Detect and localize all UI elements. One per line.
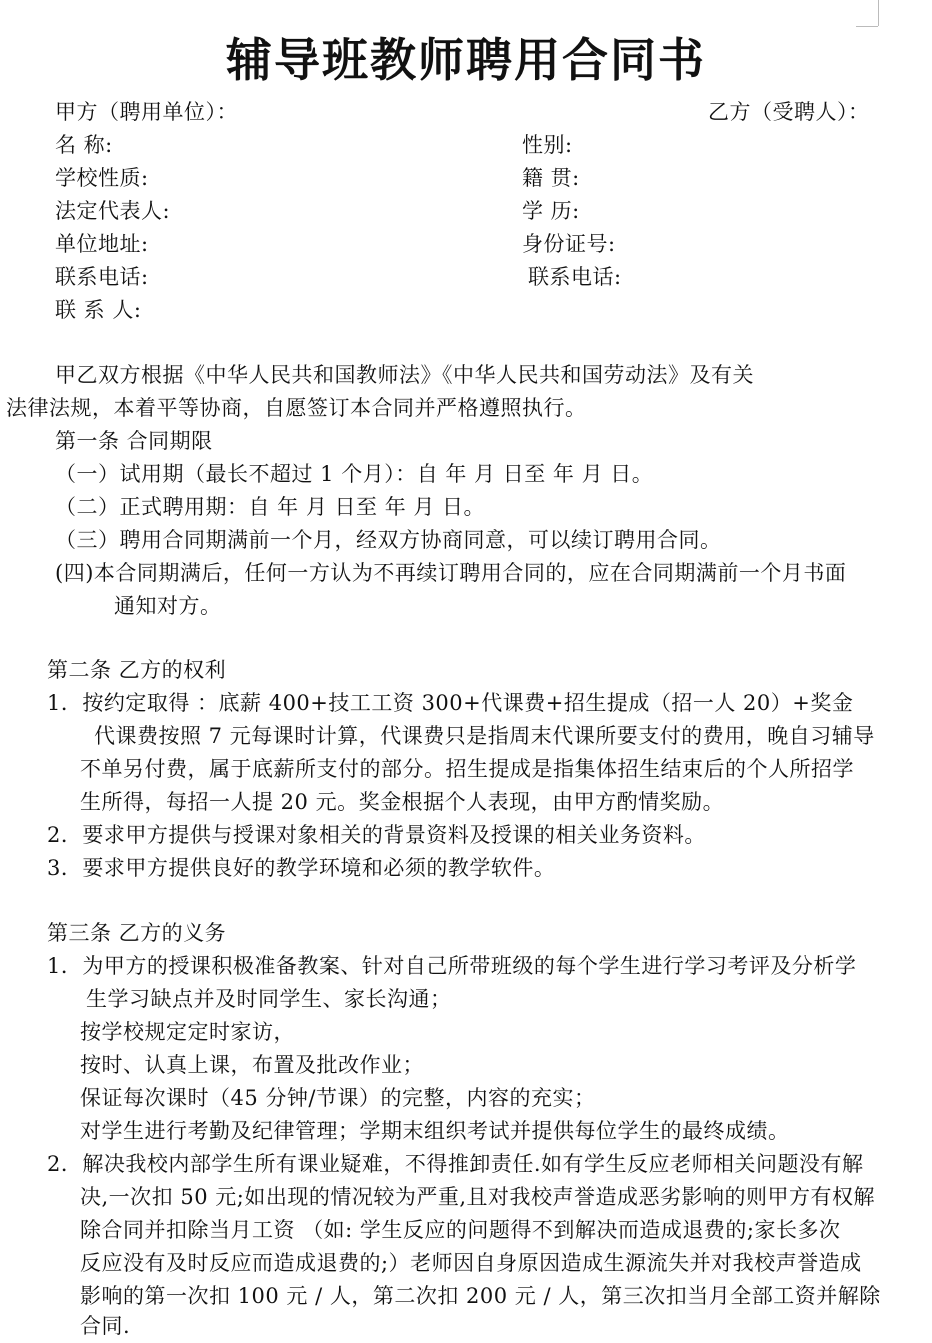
- article-1-item: 通知对方。: [114, 594, 222, 618]
- article-1-item: (四)本合同期满后，任何一方认为不再续订聘用合同的，应在合同期满前一个月书面: [55, 561, 847, 585]
- article-3-line: 反应没有及时反应而造成退费的;）老师因自身原因造成生源流失并对我校声誉造成: [80, 1251, 862, 1275]
- party-b-education-field: 学 历:: [522, 199, 580, 223]
- party-a-phone-field: 联系电话:: [55, 265, 149, 289]
- party-a-address-field: 单位地址:: [55, 232, 149, 256]
- article-3-line: 2．解决我校内部学生所有课业疑难，不得推卸责任.如有学生反应老师相关问题没有解: [47, 1152, 864, 1176]
- party-b-origin-field: 籍 贯:: [522, 166, 580, 190]
- article-1-item: （三）聘用合同期满前一个月，经双方协商同意，可以续订聘用合同。: [55, 528, 722, 552]
- party-b-heading: 乙方（受聘人）：: [708, 100, 870, 124]
- preamble-line: 法律法规，本着平等协商，自愿签订本合同并严格遵照执行。: [6, 396, 587, 420]
- page-corner-mark: [878, 0, 879, 26]
- article-2-line: 3．要求甲方提供良好的教学环境和必须的教学软件。: [47, 856, 556, 880]
- article-3-line: 1．为甲方的授课积极准备教案、针对自己所带班级的每个学生进行学习考评及分析学: [47, 954, 857, 978]
- party-b-gender-field: 性别:: [522, 133, 573, 157]
- party-b-id-field: 身份证号:: [522, 232, 616, 256]
- article-2-line: 代课费按照 7 元每课时计算，代课费只是指周末代课所要支付的费用，晚自习辅导: [94, 724, 875, 748]
- article-3-line: 除合同并扣除当月工资 （如: 学生反应的问题得不到解决而造成退费的;家长多次: [80, 1218, 841, 1242]
- article-1-item: （二）正式聘用期：自 年 月 日至 年 月 日。: [55, 495, 486, 519]
- party-a-name-field: 名 称:: [55, 133, 113, 157]
- article-3-line: 合同.: [80, 1314, 131, 1338]
- article-1-title: 第一条 合同期限: [55, 429, 213, 453]
- article-3-line: 影响的第一次扣 100 元 / 人，第二次扣 200 元 / 人，第三次扣当月全部工资并解除: [80, 1284, 881, 1308]
- page-corner-mark: [856, 26, 878, 27]
- party-b-phone-field: 联系电话:: [528, 265, 622, 289]
- article-3-line: 对学生进行考勤及纪律管理；学期末组织考试并提供每位学生的最终成绩。: [80, 1119, 790, 1143]
- article-3-line: 生学习缺点并及时同学生、家长沟通；: [86, 987, 452, 1011]
- article-3-title: 第三条 乙方的义务: [47, 921, 227, 945]
- article-2-line: 生所得，每招一人提 20 元。奖金根据个人表现，由甲方酌情奖励。: [80, 790, 725, 814]
- article-3-line: 按时、认真上课，布置及批改作业；: [80, 1053, 424, 1077]
- article-2-title: 第二条 乙方的权利: [47, 658, 227, 682]
- party-a-heading: 甲方（聘用单位）：: [55, 100, 238, 124]
- party-a-contact-field: 联 系 人:: [55, 298, 142, 322]
- article-2-line: 1．按约定取得 ：底薪 400+技工工资 300+代课费+招生提成（招一人 20）+奖金: [47, 691, 854, 715]
- article-3-line: 按学校规定定时家访，: [80, 1020, 295, 1044]
- article-1-item: （一）试用期（最长不超过 1 个月）：自 年 月 日至 年 月 日。: [55, 462, 654, 486]
- article-2-line: 2．要求甲方提供与授课对象相关的背景资料及授课的相关业务资料。: [47, 823, 706, 847]
- article-3-line: 保证每次课时（45 分钟/节课）的完整，内容的充实；: [80, 1086, 596, 1110]
- article-3-line: 决,一次扣 50 元;如出现的情况较为严重,且对我校声誉造成恶劣影响的则甲方有权解: [80, 1185, 875, 1209]
- article-2-line: 不单另付费，属于底薪所支付的部分。招生提成是指集体招生结束后的个人所招学: [80, 757, 854, 781]
- preamble-line: 甲乙双方根据《中华人民共和国教师法》《中华人民共和国劳动法》及有关: [55, 363, 754, 387]
- party-a-school-type-field: 学校性质:: [55, 166, 149, 190]
- party-a-legal-rep-field: 法定代表人:: [55, 199, 171, 223]
- document-title: 辅导班教师聘用合同书: [226, 33, 706, 87]
